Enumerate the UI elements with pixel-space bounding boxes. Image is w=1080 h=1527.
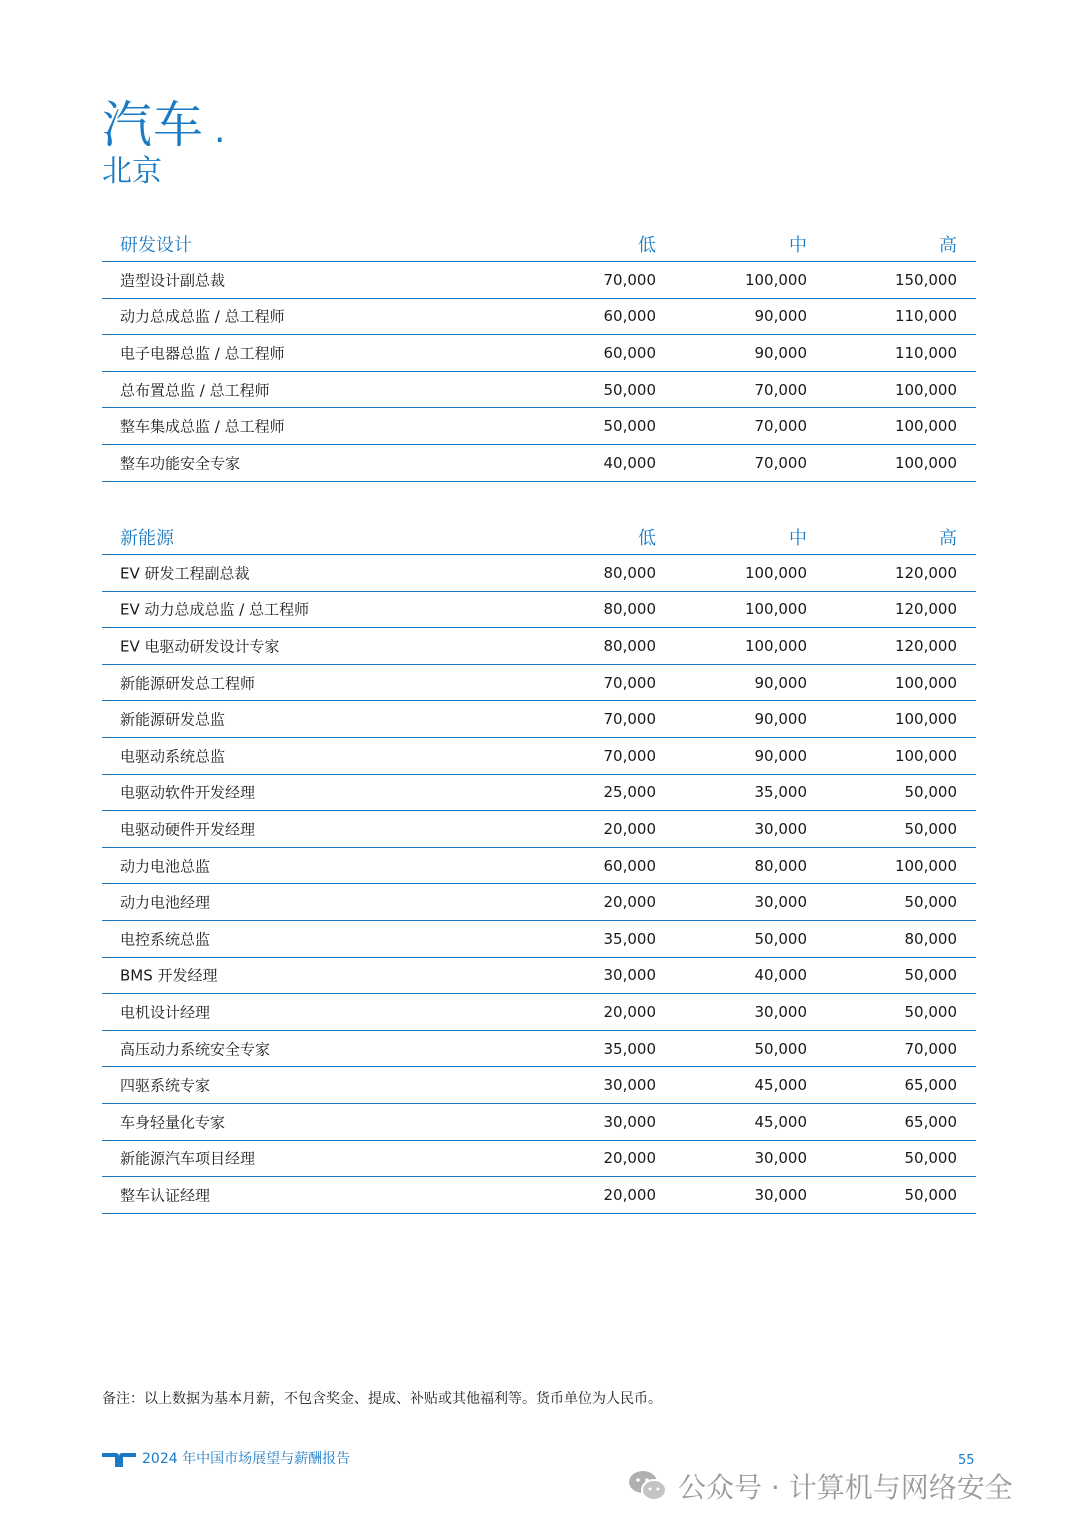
page-title (102, 96, 226, 160)
salary-value: 100,000 (894, 746, 957, 765)
salary-value: 70,000 (603, 710, 656, 729)
job-title: 电控系统总监 (120, 930, 211, 949)
salary-value: 20,000 (603, 1002, 656, 1021)
column-header: 高 (939, 234, 957, 256)
table-row (102, 921, 976, 958)
section-title: 新能源 (120, 527, 174, 549)
job-title: EV 电驱动研发设计专家 (120, 637, 280, 656)
job-title: EV 动力总成总监 / 总工程师 (120, 600, 310, 619)
table-row (102, 994, 976, 1031)
salary-value: 70,000 (754, 417, 807, 436)
salary-value: 50,000 (603, 380, 656, 399)
salary-value: 110,000 (894, 343, 957, 362)
salary-value: 40,000 (754, 966, 807, 985)
table-row (102, 445, 976, 482)
salary-value: 70,000 (603, 673, 656, 692)
column-header: 中 (789, 527, 807, 549)
table-row (102, 555, 976, 592)
table-header (102, 519, 976, 555)
job-title: 新能源汽车项目经理 (120, 1149, 256, 1168)
table-row (102, 848, 976, 885)
table-row (102, 1141, 976, 1178)
job-title: EV 研发工程副总裁 (120, 564, 250, 583)
page-subtitle: 北京 (102, 154, 162, 189)
salary-value: 65,000 (904, 1076, 957, 1095)
table-row (102, 408, 976, 445)
salary-table-rd (102, 226, 976, 482)
job-title: 动力电池总监 (120, 857, 211, 876)
salary-value: 70,000 (754, 380, 807, 399)
table-row (102, 372, 976, 409)
table-row (102, 665, 976, 702)
salary-value: 150,000 (894, 270, 957, 289)
report-title: 2024 年中国市场展望与薪酬报告 (142, 1451, 351, 1467)
salary-value: 30,000 (754, 1149, 807, 1168)
job-title: 动力总成总监 / 总工程师 (120, 307, 285, 326)
salary-value: 45,000 (754, 1076, 807, 1095)
salary-value: 35,000 (603, 929, 656, 948)
salary-value: 50,000 (904, 1002, 957, 1021)
salary-value: 20,000 (603, 819, 656, 838)
salary-value: 35,000 (754, 783, 807, 802)
salary-value: 100,000 (894, 453, 957, 472)
salary-value: 50,000 (904, 1149, 957, 1168)
table-row (102, 775, 976, 812)
logo-icon (102, 1451, 136, 1467)
salary-value: 30,000 (754, 1002, 807, 1021)
salary-value: 30,000 (603, 1076, 656, 1095)
section-title: 研发设计 (120, 234, 192, 256)
job-title: 动力电池经理 (120, 893, 211, 912)
salary-value: 80,000 (904, 929, 957, 948)
table-row (102, 738, 976, 775)
salary-value: 120,000 (894, 636, 957, 655)
page-number: 55 (958, 1453, 975, 1468)
salary-value: 100,000 (894, 417, 957, 436)
salary-value: 60,000 (603, 307, 656, 326)
job-title: 电驱动硬件开发经理 (120, 820, 256, 839)
table-row (102, 335, 976, 372)
job-title: 新能源研发总监 (120, 710, 226, 729)
salary-value: 90,000 (754, 307, 807, 326)
salary-value: 50,000 (754, 929, 807, 948)
job-title: 四驱系统专家 (120, 1076, 211, 1095)
salary-value: 50,000 (904, 819, 957, 838)
salary-value: 90,000 (754, 343, 807, 362)
column-header: 高 (939, 527, 957, 549)
job-title: 整车功能安全专家 (120, 454, 241, 473)
salary-value: 30,000 (754, 819, 807, 838)
salary-value: 50,000 (904, 893, 957, 912)
salary-value: 50,000 (904, 783, 957, 802)
salary-value: 65,000 (904, 1112, 957, 1131)
job-title: BMS 开发经理 (120, 966, 218, 985)
table-row (102, 299, 976, 336)
job-title: 整车集成总监 / 总工程师 (120, 417, 285, 436)
salary-value: 100,000 (894, 380, 957, 399)
salary-value: 30,000 (754, 893, 807, 912)
salary-value: 50,000 (754, 1039, 807, 1058)
table-row (102, 811, 976, 848)
salary-value: 45,000 (754, 1112, 807, 1131)
table-header (102, 226, 976, 262)
salary-value: 35,000 (603, 1039, 656, 1058)
footnote: 备注：以上数据为基本月薪，不包含奖金、提成、补贴或其他福利等。货币单位为人民币。 (102, 1391, 662, 1407)
job-title: 高压动力系统安全专家 (120, 1040, 271, 1059)
title-text: 汽车 (102, 96, 204, 154)
salary-value: 80,000 (603, 563, 656, 582)
watermark (628, 1466, 1013, 1506)
salary-value: 50,000 (904, 1185, 957, 1204)
watermark-text: 公众号 · 计算机与网络安全 (678, 1471, 1013, 1504)
salary-value: 70,000 (603, 270, 656, 289)
salary-value: 60,000 (603, 856, 656, 875)
wechat-icon (628, 1469, 668, 1503)
salary-value: 80,000 (754, 856, 807, 875)
salary-value: 60,000 (603, 343, 656, 362)
table-row (102, 1067, 976, 1104)
salary-value: 25,000 (603, 783, 656, 802)
table-row (102, 628, 976, 665)
salary-value: 70,000 (754, 453, 807, 472)
table-row (102, 592, 976, 629)
salary-value: 70,000 (603, 746, 656, 765)
salary-value: 20,000 (603, 1185, 656, 1204)
salary-value: 100,000 (894, 710, 957, 729)
salary-value: 90,000 (754, 710, 807, 729)
job-title: 电驱动软件开发经理 (120, 783, 256, 802)
salary-value: 50,000 (904, 966, 957, 985)
table-row (102, 1104, 976, 1141)
salary-value: 80,000 (603, 636, 656, 655)
job-title: 造型设计副总裁 (120, 271, 226, 290)
column-header: 低 (638, 234, 656, 256)
salary-value: 90,000 (754, 673, 807, 692)
salary-value: 40,000 (603, 453, 656, 472)
job-title: 总布置总监 / 总工程师 (120, 381, 270, 400)
salary-value: 20,000 (603, 1149, 656, 1168)
salary-value: 70,000 (904, 1039, 957, 1058)
table-row (102, 1177, 976, 1214)
table-row (102, 1031, 976, 1068)
salary-value: 120,000 (894, 563, 957, 582)
column-header: 中 (789, 234, 807, 256)
salary-value: 30,000 (603, 966, 656, 985)
salary-value: 50,000 (603, 417, 656, 436)
salary-value: 120,000 (894, 600, 957, 619)
salary-value: 90,000 (754, 746, 807, 765)
salary-value: 100,000 (744, 563, 807, 582)
salary-value: 80,000 (603, 600, 656, 619)
salary-value: 100,000 (744, 600, 807, 619)
table-row (102, 262, 976, 299)
salary-value: 100,000 (744, 636, 807, 655)
salary-value: 20,000 (603, 893, 656, 912)
job-title: 新能源研发总工程师 (120, 674, 256, 693)
table-row (102, 884, 976, 921)
job-title: 电子电器总监 / 总工程师 (120, 344, 285, 363)
column-header: 低 (638, 527, 656, 549)
salary-value: 100,000 (744, 270, 807, 289)
table-row (102, 958, 976, 995)
title-dot: . (214, 110, 227, 151)
job-title: 电机设计经理 (120, 1003, 211, 1022)
job-title: 车身轻量化专家 (120, 1113, 226, 1132)
salary-value: 30,000 (603, 1112, 656, 1131)
table-row (102, 701, 976, 738)
job-title: 整车认证经理 (120, 1186, 211, 1205)
salary-value: 110,000 (894, 307, 957, 326)
salary-value: 100,000 (894, 856, 957, 875)
salary-value: 100,000 (894, 673, 957, 692)
salary-value: 30,000 (754, 1185, 807, 1204)
job-title: 电驱动系统总监 (120, 747, 226, 766)
salary-table-new-energy (102, 519, 976, 1214)
